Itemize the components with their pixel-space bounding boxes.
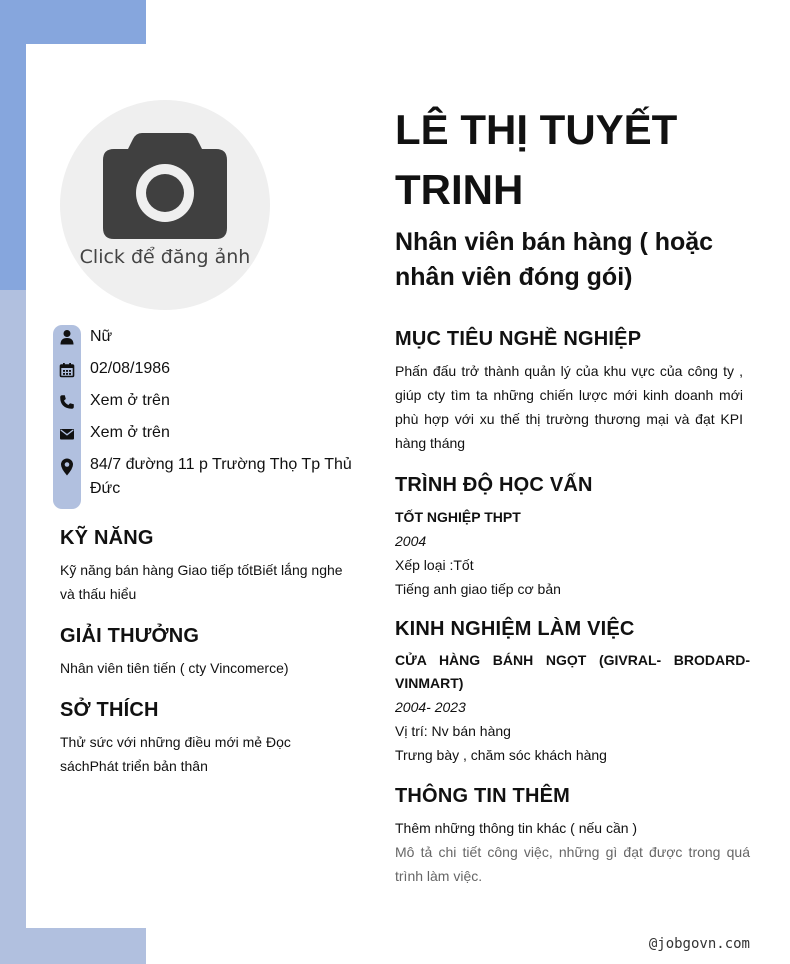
address-value: 84/7 đường 11 p Trường Thọ Tp Thủ Đức: [90, 456, 352, 497]
phone-icon: [59, 394, 75, 410]
experience-company: CỬA HÀNG BÁNH NGỌT (GIVRAL- BRODARD- VINMART): [395, 652, 750, 691]
education-rank: Xếp loại :Tốt: [395, 557, 474, 573]
decor-strip-left: [0, 290, 26, 964]
additional-section: [395, 785, 750, 888]
experience-duty: Trưng bày , chăm sóc khách hàng: [395, 747, 607, 763]
skills-heading: KỸ NĂNG: [60, 527, 154, 549]
hobbies-heading: SỞ THÍCH: [60, 699, 159, 721]
awards-text: Nhân viên tiên tiến ( cty Vincomerce): [60, 660, 289, 676]
hobbies-text: Thử sức với những điều mới mẻ Đọc sáchPhát triển bản thân: [60, 734, 291, 774]
additional-heading: THÔNG TIN THÊM: [395, 785, 571, 807]
location-pin-icon: [59, 458, 75, 476]
birthday-value: 02/08/1986: [90, 360, 171, 377]
email-value: Xem ở trên: [90, 424, 170, 441]
decor-block-bottom: [0, 928, 146, 964]
footer-brand: @jobgovn.com: [648, 936, 750, 952]
photo-caption: Click để đăng ảnh: [79, 246, 251, 268]
awards-heading: GIẢI THƯỞNG: [60, 625, 200, 647]
skills-section: [60, 527, 350, 606]
photo-upload[interactable]: [60, 100, 270, 310]
education-extra: Tiếng anh giao tiếp cơ bản: [395, 581, 561, 597]
person-icon: [59, 329, 75, 345]
gender-value: Nữ: [90, 328, 113, 345]
experience-position: Vị trí: Nv bán hàng: [395, 723, 511, 739]
education-school: TỐT NGHIỆP THPT: [395, 509, 521, 525]
experience-heading: KINH NGHIỆM LÀM VIỆC: [395, 618, 635, 640]
awards-section: [60, 625, 350, 680]
skills-text: Kỹ năng bán hàng Giao tiếp tốtBiết lắng nghe và thấu hiểu: [60, 562, 343, 602]
candidate-name: LÊ THỊ TUYẾT TRINH: [395, 106, 678, 213]
additional-text: Thêm những thông tin khác ( nếu cần ): [395, 820, 638, 836]
calendar-icon: [59, 362, 75, 378]
education-year: 2004: [395, 533, 427, 549]
contact-icon-bar: [53, 325, 81, 509]
objective-section: [395, 328, 743, 455]
job-title: Nhân viên bán hàng ( hoặc nhân viên đóng gói): [395, 228, 714, 291]
education-section: [395, 474, 750, 601]
objective-text: Phấn đấu trở thành quản lý của khu vực của công ty , giúp cty tìm ta những chiến lược mới kinh doanh mới phù hợp với xu thế thị trường thương mại và đạt KPI hàng tháng: [395, 363, 743, 451]
experience-period: 2004- 2023: [395, 699, 466, 715]
additional-hint: Mô tả chi tiết công việc, những gì đạt được trong quá trình làm việc.: [395, 844, 750, 884]
camera-icon: [102, 131, 228, 241]
education-heading: TRÌNH ĐỘ HỌC VẤN: [395, 474, 593, 496]
objective-heading: MỤC TIÊU NGHỀ NGHIỆP: [395, 328, 642, 350]
mail-icon: [59, 426, 75, 442]
experience-section: [395, 618, 750, 767]
hobbies-section: [60, 699, 350, 778]
phone-value: Xem ở trên: [90, 392, 170, 409]
